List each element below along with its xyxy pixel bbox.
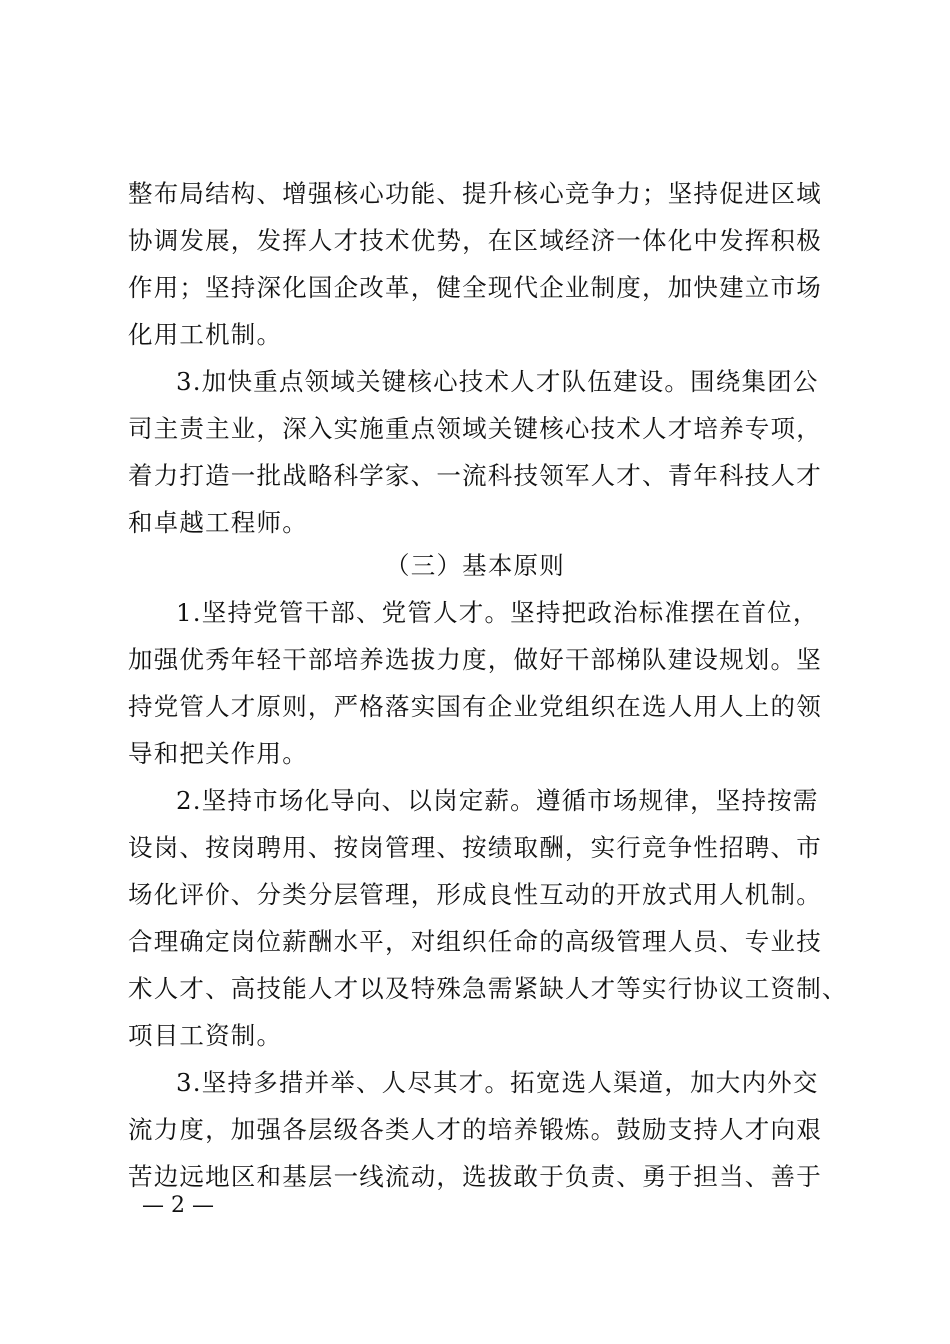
text-line-13: 导和把关作用。 xyxy=(128,739,308,768)
text-line-1: 整布局结构、增强核心功能、提升核心竞争力；坚持促进区域 xyxy=(128,179,822,208)
text-line-2: 协调发展，发挥人才技术优势，在区域经济一体化中发挥积极 xyxy=(128,226,822,255)
text-line-20: 3.坚持多措并举、人尽其才。拓宽选人渠道，加大内外交 xyxy=(176,1068,819,1097)
text-line-15: 设岗、按岗聘用、按岗管理、按绩取酬，实行竞争性招聘、市 xyxy=(128,833,822,862)
text-line-17: 合理确定岗位薪酬水平，对组织任命的高级管理人员、专业技 xyxy=(128,927,822,956)
text-line-12: 持党管人才原则，严格落实国有企业党组织在选人用人上的领 xyxy=(128,692,822,721)
text-line-19: 项目工资制。 xyxy=(128,1021,283,1050)
text-line-4: 化用工机制。 xyxy=(128,320,283,349)
text-line-8: 和卓越工程师。 xyxy=(128,508,308,537)
text-line-6: 司主责主业，深入实施重点领域关键核心技术人才培养专项， xyxy=(128,414,822,443)
section-heading: （三）基本原则 xyxy=(385,551,565,580)
page-number: — 2 — xyxy=(142,1193,214,1218)
text-line-10: 1.坚持党管干部、党管人才。坚持把政治标准摆在首位， xyxy=(176,598,819,627)
text-line-21: 流力度，加强各层级各类人才的培养锻炼。鼓励支持人才向艰 xyxy=(128,1115,822,1144)
text-line-5: 3.加快重点领域关键核心技术人才队伍建设。围绕集团公 xyxy=(176,367,819,396)
text-line-18: 术人才、高技能人才以及特殊急需紧缺人才等实行协议工资制、 xyxy=(128,974,848,1003)
text-line-3: 作用；坚持深化国企改革，健全现代企业制度，加快建立市场 xyxy=(128,273,822,302)
text-line-16: 场化评价、分类分层管理，形成良性互动的开放式用人机制。 xyxy=(128,880,822,909)
text-line-7: 着力打造一批战略科学家、一流科技领军人才、青年科技人才 xyxy=(128,461,822,490)
text-line-14: 2.坚持市场化导向、以岗定薪。遵循市场规律，坚持按需 xyxy=(176,786,819,815)
text-line-22: 苦边远地区和基层一线流动，选拔敢于负责、勇于担当、善于 xyxy=(128,1162,822,1191)
text-line-11: 加强优秀年轻干部培养选拔力度，做好干部梯队建设规划。坚 xyxy=(128,645,822,674)
